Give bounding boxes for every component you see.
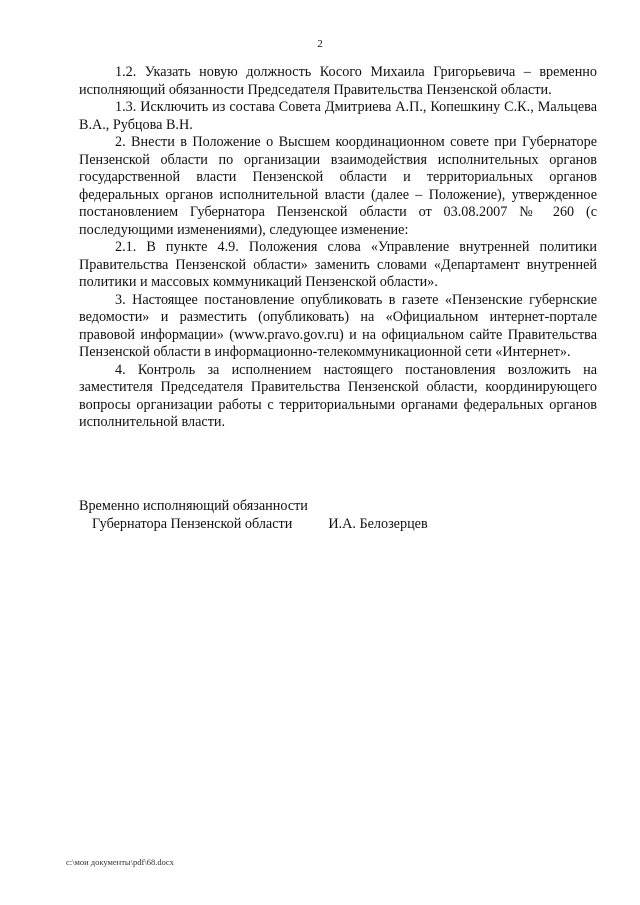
document-body	[79, 64, 597, 432]
footer-file-path: c:\мои документы\pdf\68.docx	[66, 857, 174, 867]
signature-title-line2: Губернатора Пензенской области	[92, 516, 293, 532]
paragraph-2-1: 2.1. В пункте 4.9. Положения слова «Управление внутренней политики Правительства Пензенской области» заменить словами «Департамент внутренней политики и массовых коммуникаций Пензенской области».	[79, 239, 597, 290]
signatory-name: И.А. Белозерцев	[328, 516, 428, 532]
signature-block	[79, 497, 559, 533]
paragraph-2: 2. Внести в Положение о Высшем координационном совете при Губернаторе Пензенской области по организации взаимодействия исполнительных органов государственной власти Пензенской области и территориальных органов федеральных органов исполнительной власти (далее – Положение), утвержденное постановлением Губернатора Пензенской области от 03.08.2007 № 260 (с последующими изменениями), следующее изменение:	[79, 134, 597, 238]
paragraph-1-2: 1.2. Указать новую должность Косого Михаила Григорьевича – временно исполняющий обязанности Председателя Правительства Пензенской области.	[79, 64, 597, 98]
signature-title-line1: Временно исполняющий обязанности	[79, 498, 308, 514]
signature-title-line2-row	[79, 515, 559, 533]
paragraph-1-3: 1.3. Исключить из состава Совета Дмитриева А.П., Копешкину С.К., Мальцева В.А., Рубцова В.Н.	[79, 99, 597, 133]
paragraph-3: 3. Настоящее постановление опубликовать в газете «Пензенские губернские ведомости» и разместить (опубликовать) на «Официальном интернет-портале правовой информации» (www.pravo.gov.ru) и на официальном сайте Правительства Пензенской области в информационно-телекоммуникационной сети «Интернет».	[79, 291, 597, 360]
page-number: 2	[317, 38, 323, 50]
paragraph-4: 4. Контроль за исполнением настоящего постановления возложить на заместителя Председателя Правительства Пензенской области, координирующего вопросы организации работы с территориальными органами федеральных органов исполнительной власти.	[79, 361, 597, 430]
